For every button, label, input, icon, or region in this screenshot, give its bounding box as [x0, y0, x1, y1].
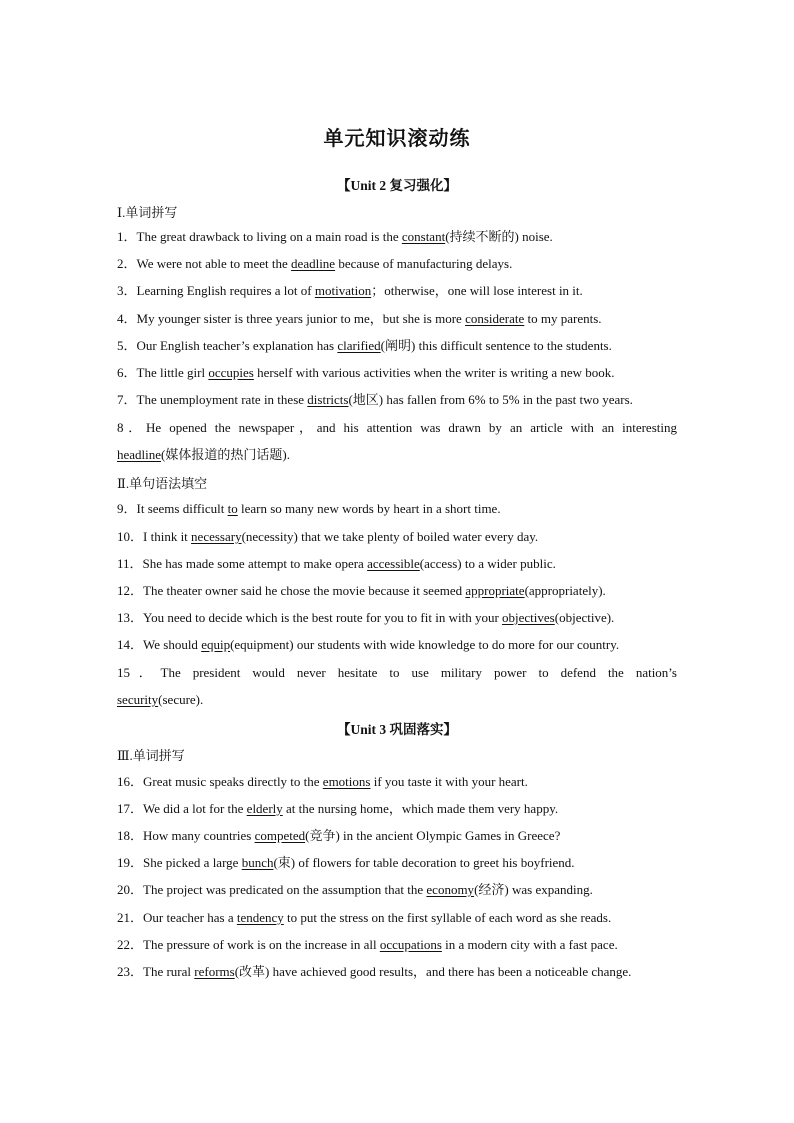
exercise-item: [117, 637, 677, 653]
item-number: 23．: [117, 964, 144, 979]
item-text: The unemployment rate in these: [136, 392, 308, 407]
item-text: We were not able to meet the: [136, 256, 292, 271]
exercise-item: [117, 365, 677, 381]
answer-word: clarified: [337, 338, 381, 353]
answer-word: necessary: [191, 529, 242, 544]
item-text: (阐明) this difficult sentence to the students.: [380, 338, 612, 353]
item-number: 9．: [117, 501, 137, 516]
item-number: 5．: [117, 338, 137, 353]
item-text: to put the stress on the first syllable of each word as she reads.: [283, 910, 612, 925]
item-text: (equipment) our students with wide knowledge to do more for our country.: [230, 637, 620, 652]
section-heading-1: Ⅰ.单词拼写: [117, 205, 178, 220]
item-number: 19．: [117, 855, 144, 870]
exercise-item: [117, 583, 677, 599]
exercise-item: [117, 882, 677, 898]
item-number: 15．: [117, 665, 161, 680]
item-number: 6．: [117, 365, 137, 380]
answer-word: considerate: [465, 311, 525, 326]
item-number: 3．: [117, 283, 137, 298]
item-text: (appropriately).: [524, 583, 606, 598]
exercise-item: [117, 855, 677, 871]
item-text: (经济) was expanding.: [474, 882, 593, 897]
item-text: The little girl: [136, 365, 209, 380]
item-number: 13．: [117, 610, 144, 625]
item-text: (束) of flowers for table decoration to greet his boyfriend.: [273, 855, 575, 870]
exercise-item: [117, 501, 677, 517]
answer-word: constant: [401, 229, 446, 244]
item-number: 14．: [117, 637, 144, 652]
item-text: The theater owner said he chose the movie because it seemed: [143, 583, 466, 598]
answer-word: bunch: [241, 855, 274, 870]
item-text: (改革) have achieved good results，and there has been a noticeable change.: [234, 964, 632, 979]
answer-word: emotions: [322, 774, 371, 789]
item-text: at the nursing home，which made them very happy.: [282, 801, 559, 816]
item-text: (竞争) in the ancient Olympic Games in Greece?: [305, 828, 561, 843]
exercise-item: [117, 392, 677, 408]
item-number: 16．: [117, 774, 144, 789]
item-text: to my parents.: [524, 311, 602, 326]
item-number: 22．: [117, 937, 144, 952]
item-text: Our English teacher’s explanation has: [136, 338, 338, 353]
exercise-item: [117, 964, 677, 980]
item-number: 7．: [117, 392, 137, 407]
answer-word: deadline: [291, 256, 336, 271]
answer-word: occupations: [379, 937, 442, 952]
item-text: because of manufacturing delays.: [335, 256, 513, 271]
item-text: The rural: [143, 964, 195, 979]
answer-word: security: [117, 692, 159, 707]
answer-word: economy: [426, 882, 475, 897]
item-text: He opened the newspaper，and his attention was drawn by an article with an interesting: [146, 420, 677, 435]
answer-word: competed: [254, 828, 306, 843]
answer-word: districts: [307, 392, 349, 407]
answer-word: accessible: [367, 556, 420, 571]
item-number: 1．: [117, 229, 137, 244]
item-number: 20．: [117, 882, 144, 897]
item-text: learn so many new words by heart in a short time.: [237, 501, 501, 516]
item-number: 21．: [117, 910, 144, 925]
item-text: The project was predicated on the assumption that the: [143, 882, 427, 897]
exercise-item: [117, 610, 677, 626]
item-text: Great music speaks directly to the: [143, 774, 323, 789]
item-text: It seems difficult: [136, 501, 228, 516]
exercise-item: [117, 256, 677, 272]
item-text: The president would never hesitate to use military power to defend the nation’s: [160, 665, 677, 680]
item-text: Our teacher has a: [143, 910, 237, 925]
answer-word: equip: [201, 637, 231, 652]
item-text: The pressure of work is on the increase in all: [143, 937, 380, 952]
item-text: in a modern city with a fast pace.: [441, 937, 618, 952]
item-text: We did a lot for the: [143, 801, 247, 816]
answer-word: occupies: [208, 365, 254, 380]
item-text: herself with various activities when the writer is writing a new book.: [253, 365, 615, 380]
exercise-item: [117, 937, 677, 953]
exercise-item: [117, 283, 677, 299]
item-text: (地区) has fallen from 6% to 5% in the past two years.: [348, 392, 633, 407]
item-number: 17．: [117, 801, 144, 816]
item-text: (objective).: [554, 610, 615, 625]
item-text: (secure).: [158, 692, 204, 707]
unit3-header: 【Unit 3 巩固落实】: [336, 722, 457, 737]
item-text: How many countries: [143, 828, 255, 843]
exercise-item: [117, 338, 677, 354]
item-text: The great drawback to living on a main road is the: [136, 229, 402, 244]
page-title: 单元知识滚动练: [323, 126, 471, 150]
answer-word: appropriate: [465, 583, 525, 598]
exercise-item: [117, 774, 677, 790]
item-number: 12．: [117, 583, 144, 598]
exercise-item: [117, 556, 677, 572]
item-text: (持续不断的) noise.: [445, 229, 553, 244]
exercise-item: [117, 910, 677, 926]
item-number: 8．: [117, 420, 147, 435]
item-text: Learning English requires a lot of: [136, 283, 315, 298]
item-text: She picked a large: [143, 855, 242, 870]
answer-word: motivation: [314, 283, 372, 298]
item-text: You need to decide which is the best route for you to fit in with your: [143, 610, 503, 625]
exercise-item: [117, 529, 677, 545]
item-number: 4．: [117, 311, 137, 326]
answer-word: elderly: [246, 801, 283, 816]
exercise-item: [117, 229, 677, 245]
item-number: 2．: [117, 256, 137, 271]
exercise-item: [117, 665, 677, 681]
item-number: 18．: [117, 828, 144, 843]
answer-word: reforms: [194, 964, 235, 979]
item-text: (媒体报道的热门话题).: [161, 447, 290, 462]
item-text: ；otherwise，one will lose interest in it.: [371, 283, 583, 298]
exercise-item: [117, 801, 677, 817]
item-number: 10．: [117, 529, 144, 544]
answer-word: headline: [117, 447, 162, 462]
unit2-header: 【Unit 2 复习强化】: [336, 178, 457, 193]
section-heading-3: Ⅲ.单词拼写: [117, 748, 185, 763]
item-text: My younger sister is three years junior to me，but she is more: [136, 311, 466, 326]
exercise-item: [117, 311, 677, 327]
item-text: (necessity) that we take plenty of boiled water every day.: [241, 529, 539, 544]
item-text: I think it: [143, 529, 192, 544]
exercise-item-continued: [117, 692, 677, 708]
item-number: 11．: [117, 556, 143, 571]
item-text: We should: [143, 637, 202, 652]
item-text: (access) to a wider public.: [419, 556, 556, 571]
answer-word: to: [227, 501, 238, 516]
item-text: if you taste it with your heart.: [370, 774, 528, 789]
answer-word: tendency: [236, 910, 284, 925]
exercise-item-continued: [117, 447, 677, 463]
item-text: She has made some attempt to make opera: [142, 556, 368, 571]
section-heading-2: Ⅱ.单句语法填空: [117, 476, 208, 491]
exercise-item: [117, 828, 677, 844]
exercise-item: [117, 420, 677, 436]
answer-word: objectives: [502, 610, 555, 625]
